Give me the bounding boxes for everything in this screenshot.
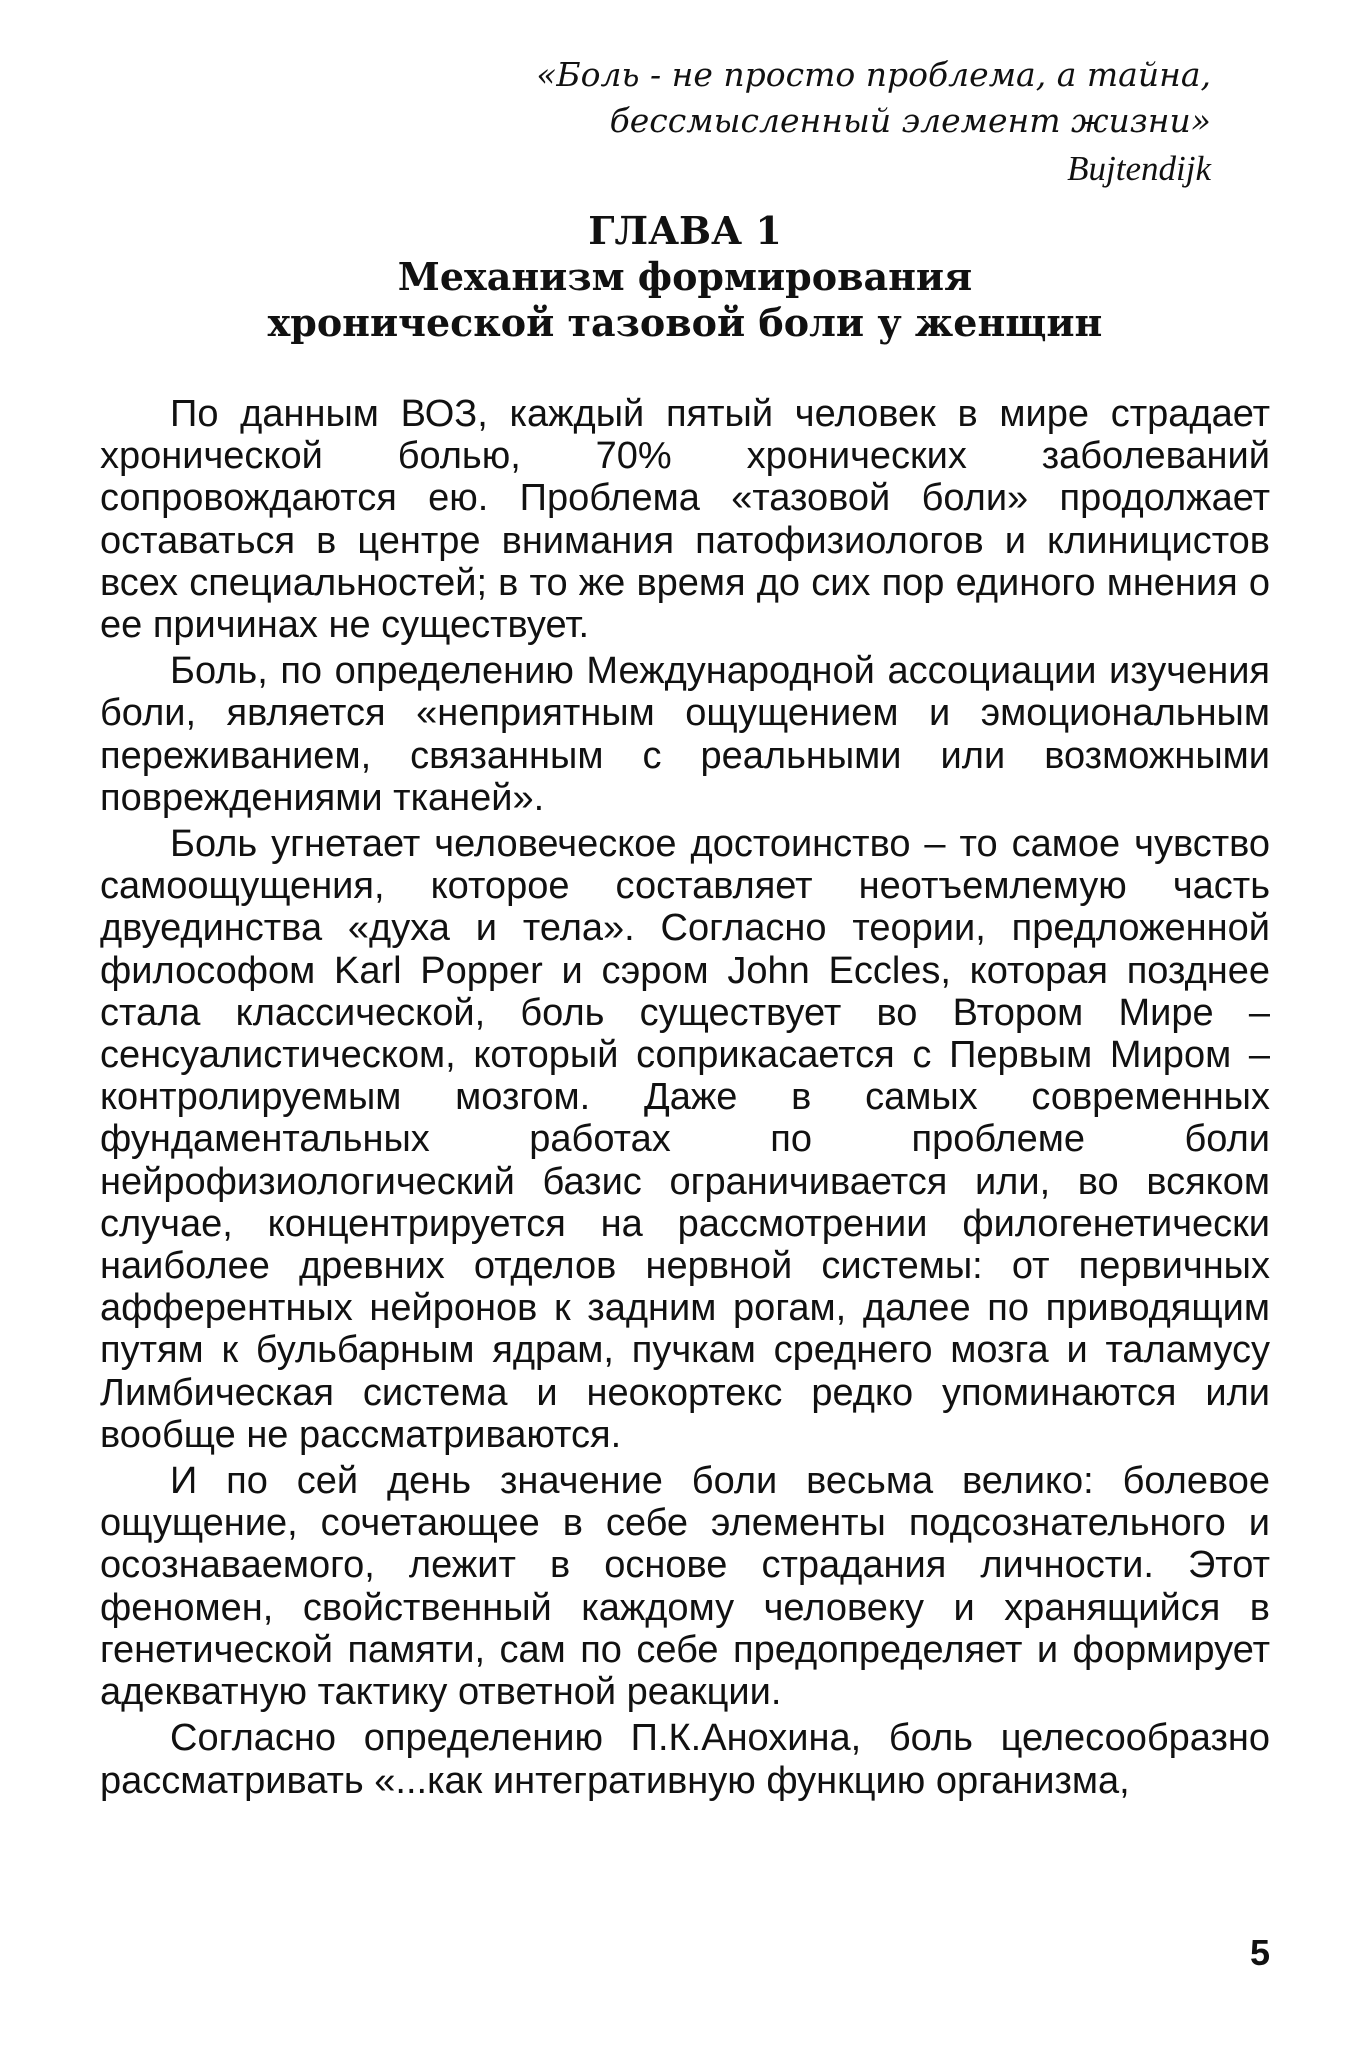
epigraph-author: Bujtendijk xyxy=(1067,149,1211,188)
paragraph: По данным ВОЗ, каждый пятый человек в мире страдает хронической болью, 70% хронических заболеваний сопровождаются ею. Проблема «тазовой боли» продолжает оставаться в центре внимания патофизиологов и клиницистов всех специальностей; в то же время до сих пор единого мнения о ее причинах не существует. xyxy=(100,393,1270,647)
chapter-heading xyxy=(100,208,1270,346)
epigraph xyxy=(511,52,1211,192)
page-number: 5 xyxy=(1249,1932,1270,1973)
chapter-number: ГЛАВА 1 xyxy=(588,208,782,253)
paragraph: Согласно определению П.К.Анохина, боль целесообразно рассматривать «...как интегративную функцию организма, xyxy=(100,1717,1270,1802)
paragraph: Боль, по определению Международной ассоциации изучения боли, является «неприятным ощущением и эмоциональным переживанием, связанным с реальными или возможными повреждениями тканей». xyxy=(100,650,1270,819)
chapter-title-line-1: Механизм формирования xyxy=(397,254,973,299)
paragraph: Боль угнетает человеческое достоинство – то самое чувство самоощущения, которое составляет неотъемлемую часть двуединства «духа и тела». Согласно теории, предложенной философом Karl Popper и сэром John Eccles, которая позднее стала классической, боль существует во Втором Мире – сенсуалистическом, который соприкасается с Первым Миром – контролируемым мозгом. Даже в самых современных фундаментальных работах по проблеме боли нейрофизиологический базис ограничивается или, во всяком случае, концентрируется на рассмотрении филогенетически наиболее древних отделов нервной системы: от первичных афферентных нейронов к задним рогам, далее по приводящим путям к бульбарным ядрам, пучкам среднего мозга и таламусу Лимбическая система и неокортекс редко упоминаются или вообще не рассматриваются. xyxy=(100,823,1270,1456)
epigraph-line-2: бессмысленный элемент жизни» xyxy=(609,101,1211,140)
epigraph-line-1: «Боль - не просто проблема, а тайна, xyxy=(536,55,1211,94)
chapter-title-line-2: хронической тазовой боли у женщин xyxy=(267,300,1103,345)
paragraph: И по сей день значение боли весьма велико: болевое ощущение, сочетающее в себе элементы подсознательного и осознаваемого, лежит в основе страдания личности. Этот феномен, свойственный каждому человеку и хранящийся в генетической памяти, сам по себе предопределяет и формирует адекватную тактику ответной реакции. xyxy=(100,1460,1270,1714)
body-text xyxy=(100,393,1270,1806)
